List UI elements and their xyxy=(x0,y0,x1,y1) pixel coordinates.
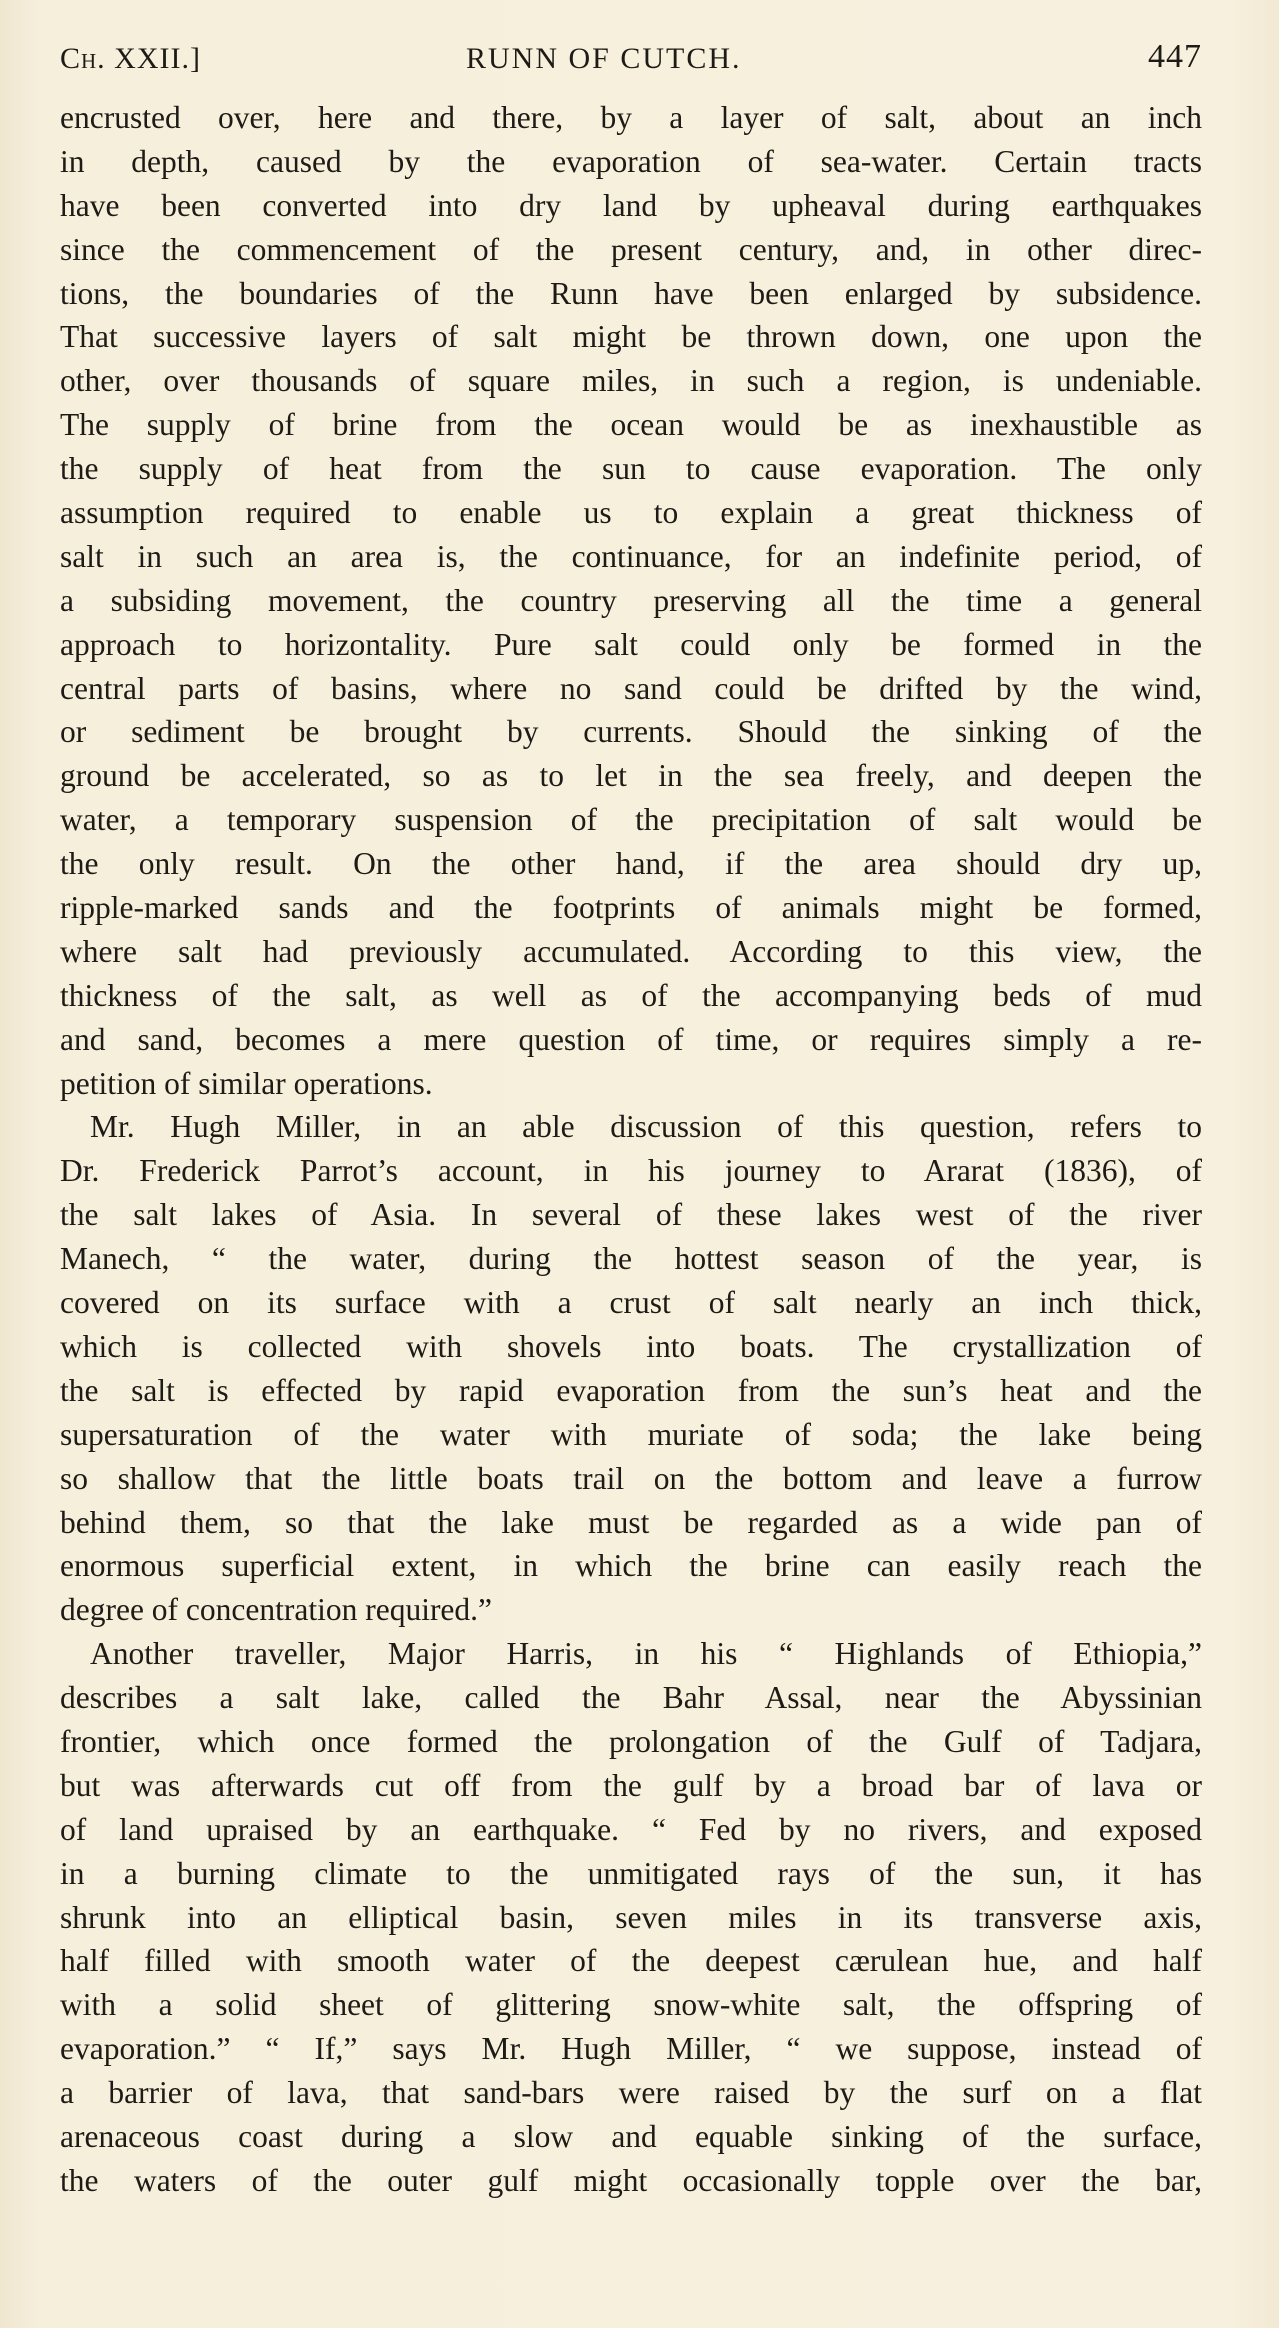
text-line: behind them, so that the lake must be regarded as a wide pan of xyxy=(60,1504,1202,1540)
text-line: describes a salt lake, called the Bahr Assal, near the Abyssinian xyxy=(60,1680,1202,1716)
text-line: ripple-marked sands and the footprints of animals might be formed, xyxy=(60,890,1202,926)
text-line: evaporation.” “ If,” says Mr. Hugh Miller, “ we suppose, instead of xyxy=(60,2031,1202,2067)
text-line: supersaturation of the water with muriate of soda; the lake being xyxy=(60,1416,1202,1452)
text-line: so shallow that the little boats trail on the bottom and leave a furrow xyxy=(60,1460,1202,1496)
text-line: tions, the boundaries of the Runn have been enlarged by subsidence. xyxy=(60,275,1202,311)
text-line: and sand, becomes a mere question of time, or requires simply a re- xyxy=(60,1021,1202,1057)
text-line: the salt is effected by rapid evaporation from the sun’s heat and the xyxy=(60,1372,1202,1408)
text-line: since the commencement of the present century, and, in other direc- xyxy=(60,231,1202,267)
text-line: have been converted into dry land by upheaval during earthquakes xyxy=(60,187,1202,223)
text-line: the waters of the outer gulf might occasionally topple over the bar, xyxy=(60,2162,1202,2198)
text-line: encrusted over, here and there, by a layer of salt, about an inch xyxy=(60,100,1202,135)
text-line: where salt had previously accumulated. According to this view, the xyxy=(60,933,1202,969)
page-number: 447 xyxy=(1148,38,1202,75)
text-line: thickness of the salt, as well as of the accompanying beds of mud xyxy=(60,977,1202,1013)
text-line: the salt lakes of Asia. In several of these lakes west of the river xyxy=(60,1197,1202,1233)
text-line: water, a temporary suspension of the precipitation of salt would be xyxy=(60,802,1202,838)
text-line: Dr. Frederick Parrot’s account, in his journey to Ararat (1836), of xyxy=(60,1153,1202,1189)
text-line: Manech, “ the water, during the hottest season of the year, is xyxy=(60,1241,1202,1277)
text-line: the only result. On the other hand, if the area should dry up, xyxy=(60,846,1202,882)
text-line: covered on its surface with a crust of salt nearly an inch thick, xyxy=(60,1285,1202,1321)
text-line: frontier, which once formed the prolongation of the Gulf of Tadjara, xyxy=(60,1723,1202,1759)
text-line: arenaceous coast during a slow and equable sinking of the surface, xyxy=(60,2118,1202,2154)
text-line: petition of similar operations. xyxy=(60,1065,433,1101)
text-line: but was afterwards cut off from the gulf by a broad bar of lava or xyxy=(60,1767,1202,1803)
text-line: assumption required to enable us to explain a great thickness of xyxy=(60,495,1202,531)
text-line: Mr. Hugh Miller, in an able discussion of this question, refers to xyxy=(90,1109,1202,1145)
text-line: the supply of heat from the sun to cause evaporation. The only xyxy=(60,451,1202,487)
text-line: enormous superficial extent, in which the brine can easily reach the xyxy=(60,1548,1202,1584)
text-line: which is collected with shovels into boats. The crystallization of xyxy=(60,1328,1202,1364)
text-line: approach to horizontality. Pure salt could only be formed in the xyxy=(60,626,1202,662)
text-line: shrunk into an elliptical basin, seven miles in its transverse axis, xyxy=(60,1899,1202,1935)
text-line: central parts of basins, where no sand could be drifted by the wind, xyxy=(60,670,1202,706)
running-title: RUNN OF CUTCH. xyxy=(466,42,742,75)
text-line: of land upraised by an earthquake. “ Fed by no rivers, and exposed xyxy=(60,1811,1202,1847)
body-text xyxy=(60,96,1202,2203)
text-line: Another traveller, Major Harris, in his “ Highlands of Ethiopia,” xyxy=(90,1636,1202,1672)
text-line: with a solid sheet of glittering snow-white salt, the offspring of xyxy=(60,1987,1202,2023)
text-line: That successive layers of salt might be thrown down, one upon the xyxy=(60,319,1202,355)
chapter-reference: Ch. XXII.] xyxy=(60,42,201,75)
text-line: salt in such an area is, the continuance, for an indefinite period, of xyxy=(60,538,1202,574)
text-line: other, over thousands of square miles, in such a region, is undeniable. xyxy=(60,363,1202,399)
text-line: or sediment be brought by currents. Should the sinking of the xyxy=(60,714,1202,750)
text-line: a subsiding movement, the country preserving all the time a general xyxy=(60,582,1202,618)
text-line: in depth, caused by the evaporation of sea-water. Certain tracts xyxy=(60,143,1202,179)
text-line: degree of concentration required.” xyxy=(60,1592,493,1628)
text-line: ground be accelerated, so as to let in the sea freely, and deepen the xyxy=(60,758,1202,794)
text-line: half filled with smooth water of the deepest cærulean hue, and half xyxy=(60,1943,1202,1979)
text-line: The supply of brine from the ocean would be as inexhaustible as xyxy=(60,407,1202,443)
text-line: in a burning climate to the unmitigated rays of the sun, it has xyxy=(60,1855,1202,1891)
text-line: a barrier of lava, that sand-bars were raised by the surf on a flat xyxy=(60,2075,1202,2111)
running-head xyxy=(60,38,1202,86)
